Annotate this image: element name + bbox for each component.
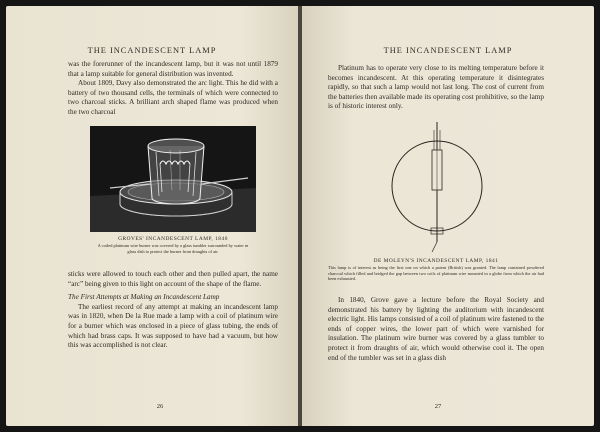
- right-page: [302, 6, 594, 426]
- right-paragraph-2: In 1840, Grove gave a lecture before the Royal Society and demonstrated his battery by lighting the auditorium with incandescent electric light. His lamps consisted of a coil of platinum wire fastened to the ends of copper wires, the lower part of which were varnished for insulation. The platinum wire burner was covered by a glass tumbler to protect it from draughts of air, which would otherwise cool it. The open end of the tumbler was set in a glass dish: [328, 296, 544, 362]
- left-paragraph-1: was the forerunner of the incandescent lamp, but it was not until 1879 that a lamp suitable for general distribution was invented.: [68, 60, 278, 78]
- right-paragraph-1: Platinum has to operate very close to its melting temperature before it becomes incandescent. At this operating temperature it disintegrates rapidly, so that such a lamp would not last long. The cost of current from the batteries then available made its operating cost prohibitive, so the lamp is of historic interest only.: [328, 64, 544, 111]
- left-page-number: 26: [156, 403, 164, 410]
- groves-lamp-illustration: [90, 126, 256, 232]
- left-paragraph-2: About 1809, Davy also demonstrated the arc light. This he did with a battery of two thousand cells, the terminals of which were connected to two charcoal sticks. A brilliant arch shaped flame was produced when the two charcoal: [68, 79, 278, 116]
- left-running-head: THE INCANDESCENT LAMP: [87, 46, 217, 55]
- left-page: [6, 6, 298, 426]
- left-text-top: [68, 60, 278, 118]
- groves-caption-title: GROVES' INCANDESCENT LAMP, 1840: [118, 236, 228, 242]
- right-running-head: THE INCANDESCENT LAMP: [383, 46, 513, 55]
- right-page-number: 27: [434, 403, 442, 410]
- left-text-bottom: [68, 270, 278, 351]
- left-paragraph-4: The earliest record of any attempt at making an incandescent lamp was in 1820, when De la Rue made a lamp with a coil of platinum wire for a burner which was enclosed in a piece of glass tubing, the ends of which had brass caps. It was supposed to have had a vacuum, but how this was accomplished is not clear.: [68, 302, 278, 350]
- de-moleyn-lamp-illustration: [382, 120, 492, 254]
- book-spread: [6, 6, 594, 426]
- left-paragraph-3: sticks were allowed to touch each other and then pulled apart, the name “arc” being given to this light on account of the shape of the flame.: [68, 270, 278, 288]
- right-text-bottom: [328, 296, 544, 363]
- groves-figure-caption: [96, 236, 250, 254]
- de-moleyn-caption-title: DE MOLEYN'S INCANDESCENT LAMP, 1841: [373, 258, 499, 264]
- de-moleyn-caption-body: This lamp is of interest as being the first one on which a patent (British) was granted. The lamp contained powdered charcoal which filled and bridged the gap between two coils of platinum wire mounted in a globe from which the air had been exhausted.: [328, 265, 544, 282]
- groves-caption-body: A coiled platinum wire burner was covered by a glass tumbler surrounded by water in glass dish to protect the burner from draughts of air.: [97, 243, 249, 254]
- right-text-top: [328, 64, 544, 112]
- groves-lamp-drawing: [90, 126, 256, 232]
- section-heading: The First Attempts at Making an Incandescent Lamp: [68, 293, 220, 302]
- de-moleyn-figure-caption: [328, 258, 544, 282]
